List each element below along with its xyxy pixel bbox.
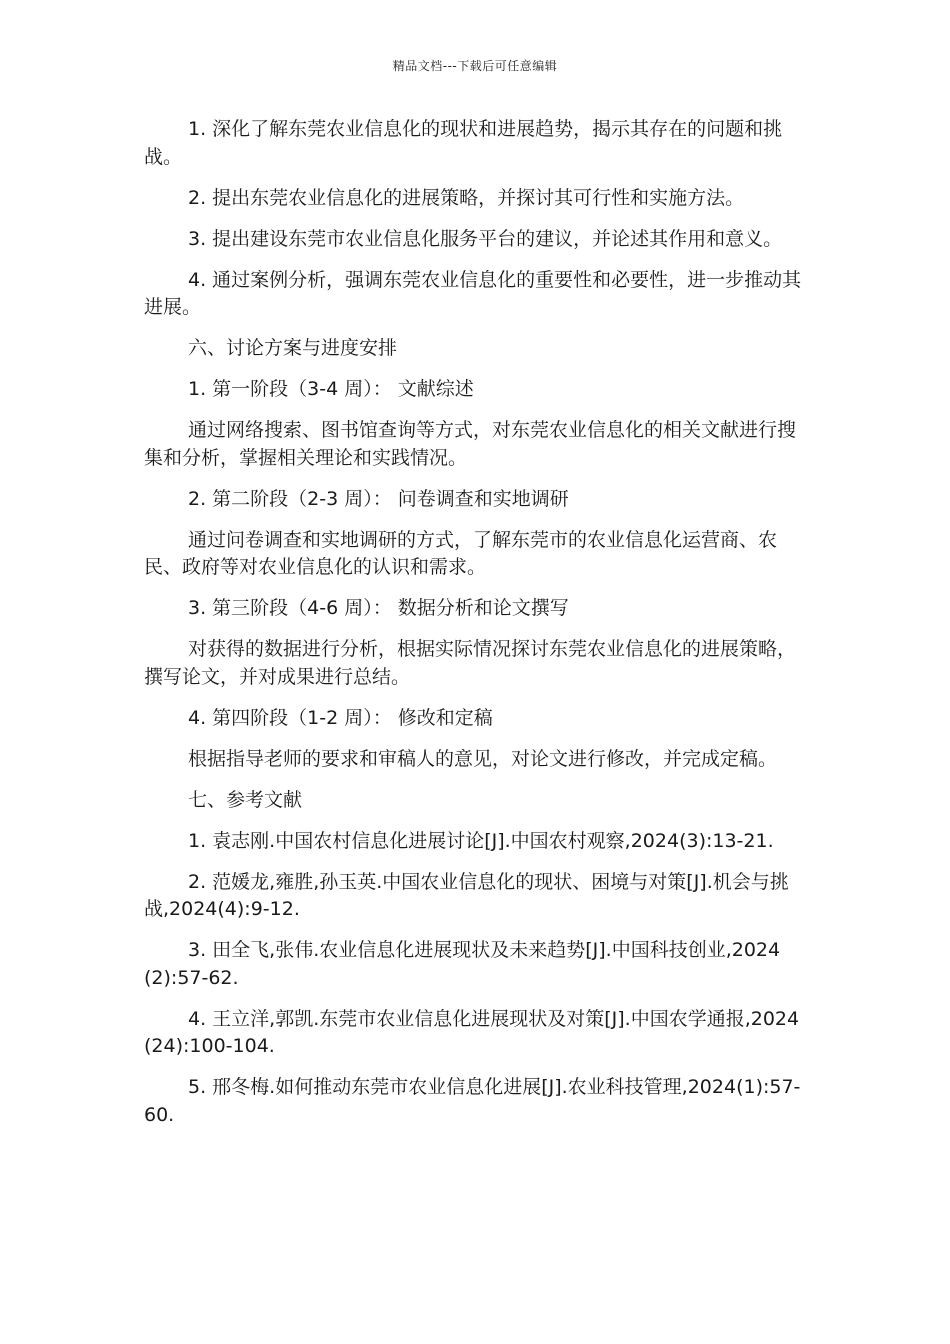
objective-item-3: 3. 提出建设东莞市农业信息化服务平台的建议，并论述其作用和意义。 — [188, 227, 783, 250]
stage-1-description: 通过网络搜索、图书馆查询等方式，对东莞农业信息化的相关文献进行搜集和分析，掌握相关理论和实践情况。 — [144, 419, 797, 469]
stage-4-description: 根据指导老师的要求和审稿人的意见，对论文进行修改，并完成定稿。 — [188, 747, 778, 770]
reference-item-4: 4. 王立洋,郭凯.东莞市农业信息化进展现状及对策[J].中国农学通报,2024(24):100-104. — [144, 1007, 800, 1057]
objective-item-2: 2. 提出东莞农业信息化的进展策略，并探讨其可行性和实施方法。 — [188, 186, 745, 209]
section-heading-references: 七、参考文献 — [188, 788, 303, 811]
reference-item-2: 2. 范媛龙,雍胜,孙玉英.中国农业信息化的现状、困境与对策[J].机会与挑战,2024(4):9-12. — [144, 870, 789, 920]
stage-2-description: 通过问卷调查和实地调研的方式，了解东莞市的农业信息化运营商、农民、政府等对农业信息化的认识和需求。 — [144, 528, 778, 578]
document-body — [144, 116, 804, 1143]
objective-item-4: 4. 通过案例分析，强调东莞农业信息化的重要性和必要性，进一步推动其进展。 — [144, 268, 802, 318]
stage-1-title: 1. 第一阶段（3-4 周）： 文献综述 — [188, 378, 474, 400]
reference-item-5: 5. 邢冬梅.如何推动东莞市农业信息化进展[J].农业科技管理,2024(1):57-60. — [144, 1076, 801, 1126]
reference-item-3: 3. 田全飞,张伟.农业信息化进展现状及未来趋势[J].中国科技创业,2024(2):57-62. — [144, 939, 781, 989]
section-heading-plan: 六、讨论方案与进度安排 — [188, 337, 398, 359]
stage-3-title: 3. 第三阶段（4-6 周）： 数据分析和论文撰写 — [188, 597, 569, 619]
objective-item-1: 1. 深化了解东莞农业信息化的现状和进展趋势，揭示其存在的问题和挑战。 — [144, 118, 783, 168]
reference-item-1: 1. 袁志刚.中国农村信息化进展讨论[J].中国农村观察,2024(3):13-21. — [188, 829, 774, 852]
stage-2-title: 2. 第二阶段（2-3 周）： 问卷调查和实地调研 — [188, 487, 569, 510]
page-header: 精品文档---下载后可任意编辑 — [392, 59, 558, 73]
stage-4-title: 4. 第四阶段（1-2 周）： 修改和定稿 — [188, 706, 493, 729]
stage-3-description: 对获得的数据进行分析，根据实际情况探讨东莞农业信息化的进展策略，撰写论文，并对成果进行总结。 — [144, 638, 797, 688]
